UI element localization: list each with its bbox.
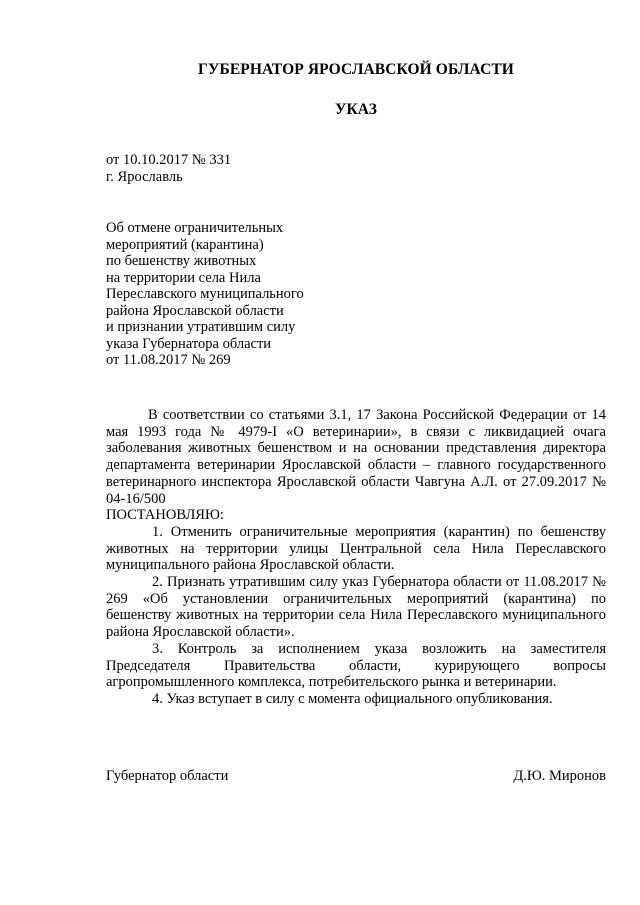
document-type-title: УКАЗ — [334, 101, 377, 118]
city: г. Ярославль — [106, 169, 183, 185]
subject-line: по бешенству животных — [106, 253, 257, 269]
subject-line: района Ярославской области — [106, 302, 284, 319]
subject-line: от 11.08.2017 № 269 — [106, 352, 231, 368]
clause-2: 2. Признать утратившим силу указ Губернатора области от 11.08.2017 № 269 «Об установлении ограничительных мероприятий (карантина) по бешенству животных на территории села Нила Переславского муниципального района Ярославской области». — [106, 574, 606, 641]
signatory-title: Губернатор области — [106, 768, 229, 784]
subject-line: указа Губернатора области — [106, 335, 272, 352]
document-meta — [106, 152, 231, 186]
clause-1: 1. Отменить ограничительные мероприятия (карантин) по бешенству животных на территории улицы Центральной села Нила Переславского муниципального района Ярославской области. — [106, 523, 606, 574]
subject-line: мероприятий (карантина) — [106, 236, 264, 253]
signatory-name: Д.Ю. Миронов — [513, 768, 606, 784]
preamble-paragraph: В соответствии со статьями 3.1, 17 Закона Российской Федерации от 14 мая 1993 года № 4979-I «О ветеринарии», в связи с ликвидацией очага заболевания животных бешенством и на основании представления директора департамента ветеринарии Ярославской области – главного государственного ветеринарного инспектора Ярославской области Чавгуна А.Л. от 27.09.2017 № 04-16/500 — [106, 407, 606, 507]
clause-3: 3. Контроль за исполнением указа возложить на заместителя Председателя Правительства области, курирующего вопросы агропромышленного комплекса, потребительского рынка и ветеринарии. — [106, 640, 606, 691]
document-subject — [106, 220, 304, 369]
document-body — [106, 407, 606, 708]
subject-line: на территории села Нила — [106, 269, 261, 286]
authority-title: ГУБЕРНАТОР ЯРОСЛАВСКОЙ ОБЛАСТИ — [198, 61, 514, 78]
subject-line: и признании утратившим силу — [106, 319, 296, 335]
subject-line: Об отмене ограничительных — [106, 220, 284, 236]
resolve-heading: ПОСТАНОВЛЯЮ: — [106, 507, 224, 524]
subject-line: Переславского муниципального — [106, 286, 304, 302]
date-number: от 10.10.2017 № 331 — [106, 152, 232, 168]
clause-4: 4. Указ вступает в силу с момента официального опубликования. — [152, 690, 553, 707]
